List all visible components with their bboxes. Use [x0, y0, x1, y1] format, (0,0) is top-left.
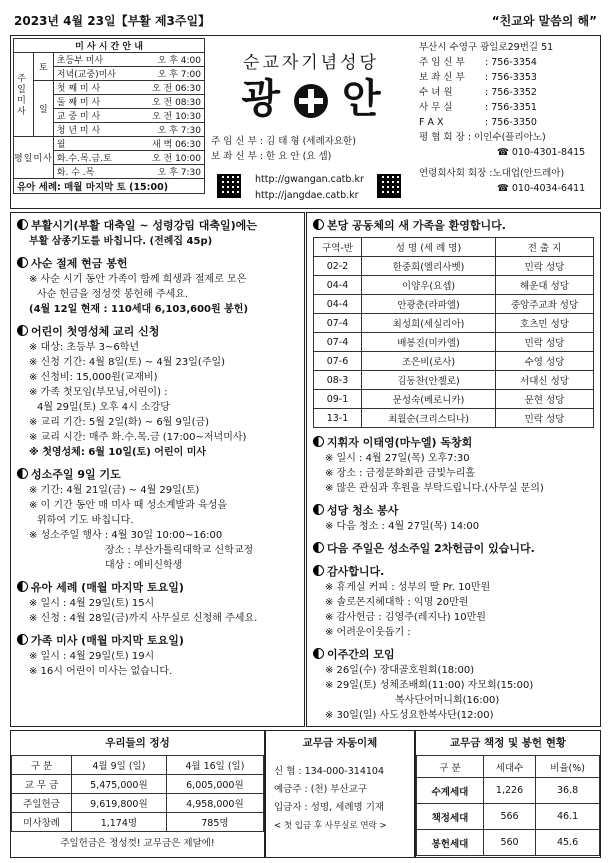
table-row: 04-4 안광춘(라파엘) 중앙주교좌 성당 [314, 295, 594, 314]
table-row: 13-1 최월순(크리스티나) 민락 성당 [314, 409, 594, 428]
qr-code-icon[interactable] [217, 174, 241, 198]
parish-name-left: 광 [241, 76, 281, 122]
section-line: ※ 신청 기간: 4월 8일(토) ~ 4월 23일(주일) [29, 357, 226, 368]
section-title: 사순 절제 현금 봉헌 [17, 255, 298, 272]
section-line: ※ 기간: 4월 21일(금) ~ 4월 29일(토) [29, 485, 200, 496]
table-row: 수계세대 1,226 36.8 [417, 778, 600, 804]
contribution-status-table [416, 755, 600, 856]
table-row: 주일헌금 9,619,800원 4,958,000원 [12, 794, 264, 813]
section-line: ※ 교리 기간: 5월 2일(화) ~ 6월 9일(금) [29, 417, 210, 428]
auto-transfer-title: 교무금 자동이체 [302, 737, 378, 749]
section-title: 본당 공동체의 새 가족을 환영합니다. [313, 217, 594, 234]
section-title: 이주간의 모임 [313, 646, 594, 663]
table-header: 전 출 지 [496, 238, 594, 257]
table-row: 07-6 조은비(로사) 수영 성당 [314, 352, 594, 371]
section-title: 감사합니다. [313, 563, 594, 580]
section-title: 부활시기(부활 대축일 ~ 성령강림 대축일)에는 [17, 217, 298, 234]
table-row: 미사창례 1,174명 785명 [12, 813, 264, 832]
table-row: 02-2 한중희(엘리사벳) 민락 성당 [314, 257, 594, 276]
mass-row: 첫 째 미 사 오 전 06:30 [53, 81, 204, 95]
new-family-table [313, 237, 594, 428]
parish-logo-icon [294, 84, 328, 118]
contact-block [419, 40, 599, 196]
section-line: ※ 첫영성체: 6월 10일(토) 어린이 미사 [29, 447, 207, 458]
qr-code-icon[interactable] [377, 174, 401, 198]
table-header: 비율(%) [536, 756, 600, 778]
table-header: 구역-반 [314, 238, 362, 257]
assistant-pastor-line: 보 좌 신 부 : 한 요 안 (요 셉) [211, 151, 332, 162]
section-line: ※ 일시 : 4월 29일(토) 15시 [29, 598, 155, 609]
section-line: ※ 신청비: 15,000원(교재비) [29, 372, 158, 383]
mass-row: 화.수.목.금.토 오 전 10:00 [53, 151, 204, 165]
auto-transfer-box [265, 730, 415, 858]
mass-row: 청 년 미 사 오 후 7:30 [53, 123, 204, 137]
contact-row: F A X : 756-3350 [419, 117, 537, 128]
section-line: ※ 일시 : 4월 27일(목) 오후7:30 [325, 453, 470, 464]
section-line: ※ 어려운이웃돕기 : [325, 627, 411, 638]
contact-row: 주 임 신 부 : 756-3354 [419, 57, 537, 68]
parish-title-block [211, 40, 411, 123]
left-column [10, 212, 305, 727]
section-line: ※ 교리 시간: 매주 화.수.목.금 (17:00~저녁미사) [29, 432, 247, 443]
funeral-society-president: 연령회사회 회장 :노대업(안드레아) [419, 168, 565, 179]
section-line: ※ 많은 관심과 후원을 부탁드립니다.(사무실 문의) [325, 483, 544, 494]
table-header: 구 분 [12, 756, 72, 775]
section-line: ※ 휴게실 커피 : 성부의 딸 Pr. 10만원 [325, 582, 491, 593]
section-line: ※ 다음 청소 : 4월 27일(목) 14:00 [325, 521, 480, 532]
table-row: 07-4 배봉진(미카엘) 민락 성당 [314, 333, 594, 352]
funeral-society-phone: ☎ 010-4034-6411 [497, 183, 586, 194]
section-title: 어린이 첫영성체 교리 신청 [17, 323, 298, 340]
table-row: 봉헌세대 560 45.6 [417, 830, 600, 856]
pastor-line: 주 임 신 부 : 김 태 형 (세례자요한) [211, 136, 356, 147]
mass-row: 저녁(교중)미사 오 후 7:00 [53, 67, 204, 81]
table-header: 4월 16일 (일) [166, 756, 263, 775]
saturday-label: 토 [33, 53, 53, 81]
table-header: 세대수 [483, 756, 535, 778]
section-title: 성당 청소 봉사 [313, 502, 594, 519]
table-row: 04-4 이양우(요셉) 해운대 성당 [314, 276, 594, 295]
section-line: ※ 30일(일) 사도성요한복사단(12:00) [325, 710, 494, 721]
section-line: ※ 사순 시기 동안 가족이 함께 희생과 절제로 모은 [29, 274, 247, 285]
contact-row: 수 녀 원 : 756-3352 [419, 87, 537, 98]
table-header: 성 명 (세 례 명) [362, 238, 496, 257]
transfer-line: 입금자 : 성명, 세례명 기재 [274, 802, 385, 813]
section-line: 장소 : 부산가톨릭대학교 신학교정 [105, 545, 254, 556]
year-motto: “친교와 말씀의 해” [491, 14, 597, 28]
section-line: ※ 가족 첫모임(부모님,어린이) : [29, 387, 168, 398]
parish-name-right: 안 [341, 76, 381, 122]
section-line: 부활 삼종기도를 바칩니다. (전례집 45p) [29, 236, 213, 247]
mass-schedule [13, 38, 205, 194]
section-line: (4월 12일 현재 : 110세대 6,103,600원 봉헌) [29, 304, 249, 315]
mass-row: 화. 수 .목 오 후 7:30 [53, 165, 204, 179]
offering-title: 우리들의 정성 [105, 737, 170, 749]
mass-row: 초등부 미사 오 후 4:00 [53, 53, 204, 67]
website-link-1[interactable]: http://gwangan.catb.kr [255, 174, 364, 185]
council-president: 평 협 회 장 : 이인수(플리아노) [419, 132, 546, 143]
masthead [10, 35, 601, 209]
section-line: 대상 : 예비신학생 [105, 560, 183, 571]
mass-schedule-title: 미 사 시 간 안 내 [14, 39, 205, 53]
sunday-mass-label: 주일미사 [15, 72, 25, 117]
table-row: 07-4 최성희(세실리아) 호츠민 성당 [314, 314, 594, 333]
section-line: ※ 감사헌금 : 김영주(레지나) 10만원 [325, 612, 486, 623]
table-header: 4월 9일 (일) [72, 756, 167, 775]
address: 부산시 수영구 광일로29번길 51 [419, 42, 554, 53]
offering-table [11, 755, 264, 832]
right-column [306, 212, 601, 727]
council-phone: ☎ 010-4301-8415 [497, 147, 586, 158]
section-title: 유아 세례 (매월 마지막 토요일) [17, 579, 298, 596]
table-header: 구 분 [417, 756, 484, 778]
sunday-label: 일 [33, 81, 53, 137]
section-line: ※ 16시 어린이 미사는 없습니다. [29, 666, 173, 677]
contact-row: 사 무 실 : 756-3351 [419, 102, 537, 113]
transfer-line: 예금주 : (천) 부산교구 [274, 784, 368, 795]
section-title: 가족 미사 (매월 마지막 토요일) [17, 632, 298, 649]
mass-row: 월 새 벽 06:30 [53, 137, 204, 151]
table-row: 08-3 김동찬(안젤로) 서대신 성당 [314, 371, 594, 390]
section-line: ※ 일시 : 4월 29일(토) 19시 [29, 651, 155, 662]
bulletin-date: 2023년 4월 23일【부활 제3주일】 [14, 14, 211, 28]
section-line: ※ 26일(수) 장대골호원회(18:00) [325, 665, 475, 676]
section-line: 사순 헌금을 정성껏 봉헌해 주세요. [37, 289, 189, 300]
transfer-line: < 첫 입금 후 사무실로 연락 > [274, 821, 387, 831]
section-line: 위하여 기도 바칩니다. [37, 515, 134, 526]
section-line: ※ 성소주일 행사 : 4월 30일 10:00~16:00 [29, 530, 223, 541]
section-line: ※ 솔로몬지혜대학 : 익명 20만원 [325, 597, 469, 608]
section-line: 4월 29일(토) 오후 4시 소강당 [37, 402, 170, 413]
weekday-mass-label: 평일미사 [14, 154, 53, 164]
offering-box [10, 730, 265, 858]
section-line: ※ 신청 : 4월 28일(금)까지 사무실로 신청해 주세요. [29, 613, 258, 624]
section-line: 복사단어머니회(16:00) [395, 695, 500, 706]
section-line: ※ 이 기간 동안 매 미사 때 성소계발과 육성을 [29, 500, 228, 511]
table-row: 교 무 금 5,475,000원 6,005,000원 [12, 775, 264, 794]
transfer-line: 신 협 : 134-000-314104 [274, 766, 385, 777]
section-line: ※ 대상: 초등부 3~6학년 [29, 342, 140, 353]
contribution-status-title: 교무금 책정 및 봉헌 현황 [449, 737, 567, 749]
table-row: 09-1 문성숙(베로니카) 문현 성당 [314, 390, 594, 409]
section-title: 다음 주일은 성소주일 2차헌금이 있습니다. [313, 540, 594, 557]
mass-row: 교 중 미 사 오 전 10:30 [53, 109, 204, 123]
table-row: 책정세대 566 46.1 [417, 804, 600, 830]
section-title: 지휘자 이태영(마누엘) 독창회 [313, 434, 594, 451]
website-link-2[interactable]: http://jangdae.catb.kr [255, 190, 359, 201]
section-line: ※ 29일(토) 성체조배회(11:00) 자모회(15:00) [325, 680, 534, 691]
contact-row: 보 좌 신 부 : 756-3353 [419, 72, 537, 83]
parish-subtitle: 순교자기념성당 [243, 53, 379, 73]
infant-baptism-note: 유아 세례: 매월 마지막 토 (15:00) [14, 179, 205, 194]
section-line: ※ 장소 : 금정문화회관 금빛누리홀 [325, 468, 476, 479]
mass-row: 둘 째 미 사 오 전 08:30 [53, 95, 204, 109]
section-title: 성소주일 9일 기도 [17, 466, 298, 483]
offering-footer: 주일헌금은 정성껏! 교무금은 제달에! [60, 838, 215, 849]
contribution-status-box [415, 730, 601, 858]
